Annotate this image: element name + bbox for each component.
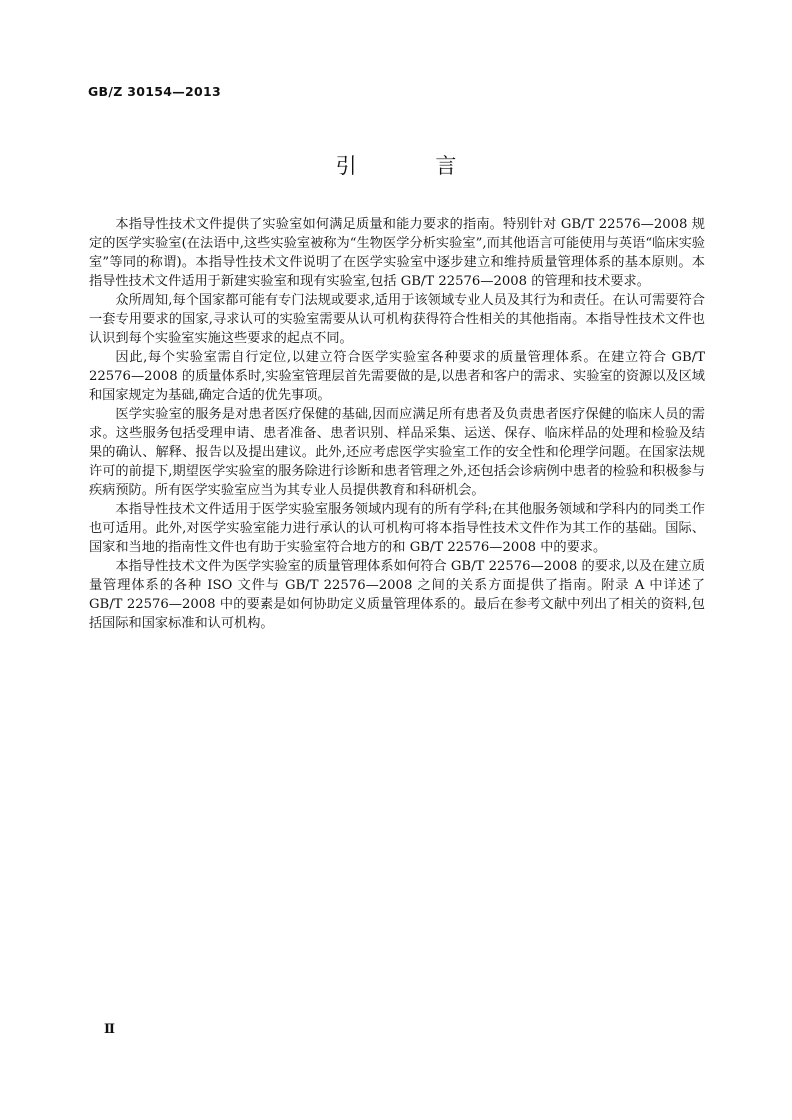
page-number: Ⅱ — [104, 1022, 115, 1037]
paragraph-6: 本指导性技术文件为医学实验室的质量管理体系如何符合 GB/T 22576—2008 的要求,以及在建立质量管理体系的各种 ISO 文件与 GB/T 22576—2008 之间的关系方面提供了指南。附录 A 中详述了 GB/T 22576—2008 中的要素是如何协助定义质量管理体系的。最后在参考文献中列出了相关的资料,包括国际和国家标准和认可机构。 — [89, 559, 705, 631]
paragraph-4: 医学实验室的服务是对患者医疗保健的基础,因而应满足所有患者及负责患者医疗保健的临床人员的需求。这些服务包括受理申请、患者准备、患者识别、样品采集、运送、保存、临床样品的处理和检验及结果的确认、解释、报告以及提出建议。此外,还应考虑医学实验室工作的安全性和伦理学问题。在国家法规许可的前提下,期望医学实验室的服务除进行诊断和患者管理之外,还包括会诊病例中患者的检验和积极参与疾病预防。所有医学实验室应当为其专业人员提供教育和科研机会。 — [89, 407, 705, 498]
page-title: 引 言 — [335, 154, 493, 178]
paragraph-3: 因此,每个实验室需自行定位,以建立符合医学实验室各种要求的质量管理体系。在建立符合 GB/T 22576—2008 的质量体系时,实验室管理层首先需要做的是,以患者和客户的需求、实验室的资源以及区域和国家规定为基础,确定合适的优先事项。 — [89, 350, 705, 403]
body-text — [89, 215, 705, 633]
paragraph-5: 本指导性技术文件适用于医学实验室服务领域内现有的所有学科;在其他服务领域和学科内的同类工作也可适用。此外,对医学实验室能力进行承认的认可机构可将本指导性技术文件作为其工作的基础。国际、国家和当地的指南性文件也有助于实验室符合地方的和 GB/T 22576—2008 中的要求。 — [89, 502, 705, 555]
paragraph-2: 众所周知,每个国家都可能有专门法规或要求,适用于该领域专业人员及其行为和责任。在认可需要符合一套专用要求的国家,寻求认可的实验室需要从认可机构获得符合性相关的其他指南。本指导性技术文件也认识到每个实验室实施这些要求的起点不同。 — [89, 293, 705, 346]
paragraph-1: 本指导性技术文件提供了实验室如何满足质量和能力要求的指南。特别针对 GB/T 22576—2008 规定的医学实验室(在法语中,这些实验室被称为“生物医学分析实验室”,而其他语言可能使用与英语“临床实验室”等同的称谓)。本指导性技术文件说明了在医学实验室中逐步建立和维持质量管理体系的基本原则。本指导性技术文件适用于新建实验室和现有实验室,包括 GB/T 22576—2008 的管理和技术要求。 — [89, 217, 705, 289]
document-code: GB/Z 30154—2013 — [88, 84, 222, 99]
